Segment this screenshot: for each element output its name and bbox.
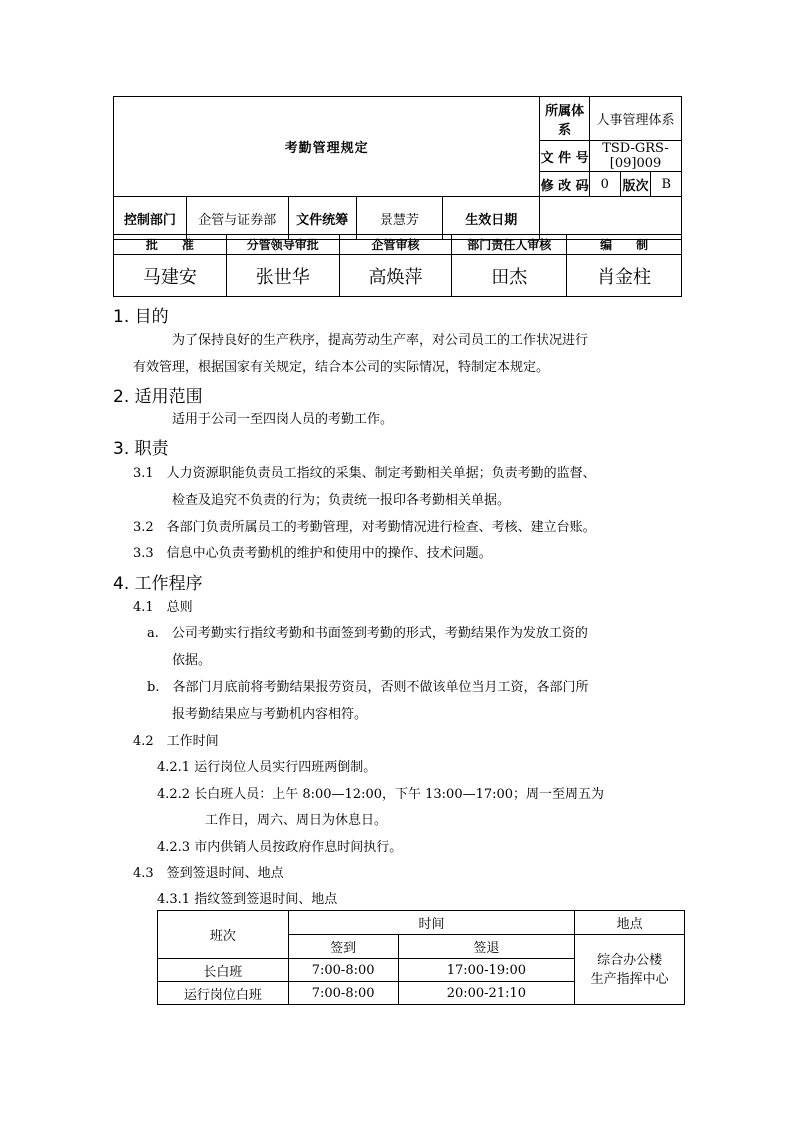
item-4-1-a-line: a. 公司考勤实行指纹考勤和书面签到考勤的形式，考勤结果作为发放工资的 bbox=[147, 626, 588, 641]
col-time-header: 时间 bbox=[288, 911, 574, 935]
item-4-2-1: 4.2.1 运行岗位人员实行四班两倒制。 bbox=[157, 760, 377, 775]
item-4-2: 4.2 工作时间 bbox=[133, 734, 219, 749]
sign-header: 部门责任人审核 bbox=[452, 235, 567, 255]
signer-name: 张世华 bbox=[226, 255, 339, 297]
col-in-header: 签到 bbox=[288, 935, 398, 959]
in-cell: 7:00-8:00 bbox=[288, 982, 398, 1005]
item-4-2-3: 4.2.3 市内供销人员按政府作息时间执行。 bbox=[157, 840, 403, 855]
item-4-1-b-line: b. 各部门月底前将考勤结果报劳资员，否则不做该单位当月工资，各部门所 bbox=[147, 680, 589, 695]
section-2-title: 2. 适用范围 bbox=[113, 387, 203, 407]
section-4-title: 4. 工作程序 bbox=[113, 574, 203, 594]
col-out-header: 签退 bbox=[398, 935, 575, 959]
section-3-title: 3. 职责 bbox=[113, 439, 169, 459]
col-shift-header: 班次 bbox=[158, 911, 289, 959]
schedule-table bbox=[157, 910, 685, 1005]
item-3-1-line: 检查及追究不负责的行为；负责统一报印各考勤相关单据。 bbox=[172, 493, 511, 508]
approval-table bbox=[113, 234, 682, 297]
item-4-3: 4.3 签到签退时间、地点 bbox=[133, 866, 284, 881]
shift-cell: 长白班 bbox=[158, 959, 289, 982]
sign-header: 企管审核 bbox=[339, 235, 452, 255]
out-cell: 17:00-19:00 bbox=[398, 959, 575, 982]
section-1-para-line: 为了保持良好的生产秩序，提高劳动生产率，对公司员工的工作状况进行 bbox=[172, 333, 589, 348]
version-value: B bbox=[661, 176, 672, 192]
signer-name: 高焕萍 bbox=[339, 255, 452, 297]
version-label: 版次 bbox=[620, 172, 651, 196]
item-4-1: 4.1 总则 bbox=[133, 600, 193, 615]
item-4-1-b-line: 报考勤结果应与考勤机内容相符。 bbox=[172, 707, 368, 722]
item-3-1-line: 3.1 人力资源职能负责员工指纹的采集、制定考勤相关单据；负责考勤的监督、 bbox=[133, 466, 596, 481]
section-2-para: 适用于公司一至四岗人员的考勤工作。 bbox=[172, 412, 394, 427]
rev-value: 0 bbox=[590, 172, 620, 196]
effective-label: 生效日期 bbox=[443, 197, 540, 240]
document-title: 考勤管理规定 bbox=[114, 97, 540, 197]
sign-header: 批 准 bbox=[114, 235, 227, 255]
system-value: 人事管理体系 bbox=[590, 97, 682, 141]
signer-name: 马建安 bbox=[114, 255, 227, 297]
coord-value: 景慧芳 bbox=[356, 197, 443, 240]
document-header-table bbox=[113, 96, 682, 240]
in-cell: 7:00-8:00 bbox=[288, 959, 398, 982]
signer-name: 田杰 bbox=[452, 255, 567, 297]
dept-value: 企管与证券部 bbox=[186, 197, 288, 240]
col-place-header: 地点 bbox=[575, 911, 685, 935]
item-4-2-2-line: 4.2.2 长白班人员：上午 8:00—12:00，下午 13:00—17:00；周一至周五为 bbox=[157, 787, 605, 802]
place-cell: 综合办公楼 生产指挥中心 bbox=[575, 935, 685, 1005]
system-label: 所属体系 bbox=[540, 97, 590, 141]
shift-cell: 运行岗位白班 bbox=[158, 982, 289, 1005]
docno-label: 文 件 号 bbox=[540, 141, 590, 172]
rev-label: 修 改 码 bbox=[540, 172, 590, 197]
item-4-1-a-line: 依据。 bbox=[172, 653, 212, 668]
section-1-title: 1. 目的 bbox=[113, 307, 169, 327]
section-1-para-line: 有效管理，根据国家有关规定，结合本公司的实际情况，特制定本规定。 bbox=[133, 360, 550, 375]
item-4-2-2-line: 工作日，周六、周日为休息日。 bbox=[205, 813, 388, 828]
item-3-3: 3.3 信息中心负责考勤机的维护和使用中的操作、技术问题。 bbox=[133, 546, 492, 561]
item-4-3-1: 4.3.1 指纹签到签退时间、地点 bbox=[157, 892, 338, 907]
sign-header: 编 制 bbox=[567, 235, 682, 255]
item-3-2: 3.2 各部门负责所属员工的考勤管理，对考勤情况进行检查、考核、建立台账。 bbox=[133, 520, 596, 535]
dept-label: 控制部门 bbox=[114, 197, 187, 240]
out-cell: 20:00-21:10 bbox=[398, 982, 575, 1005]
coord-label: 文件统筹 bbox=[288, 197, 356, 240]
signer-name: 肖金柱 bbox=[567, 255, 682, 297]
docno-value: TSD-GRS-[09]009 bbox=[590, 141, 682, 172]
sign-header: 分管领导审批 bbox=[226, 235, 339, 255]
